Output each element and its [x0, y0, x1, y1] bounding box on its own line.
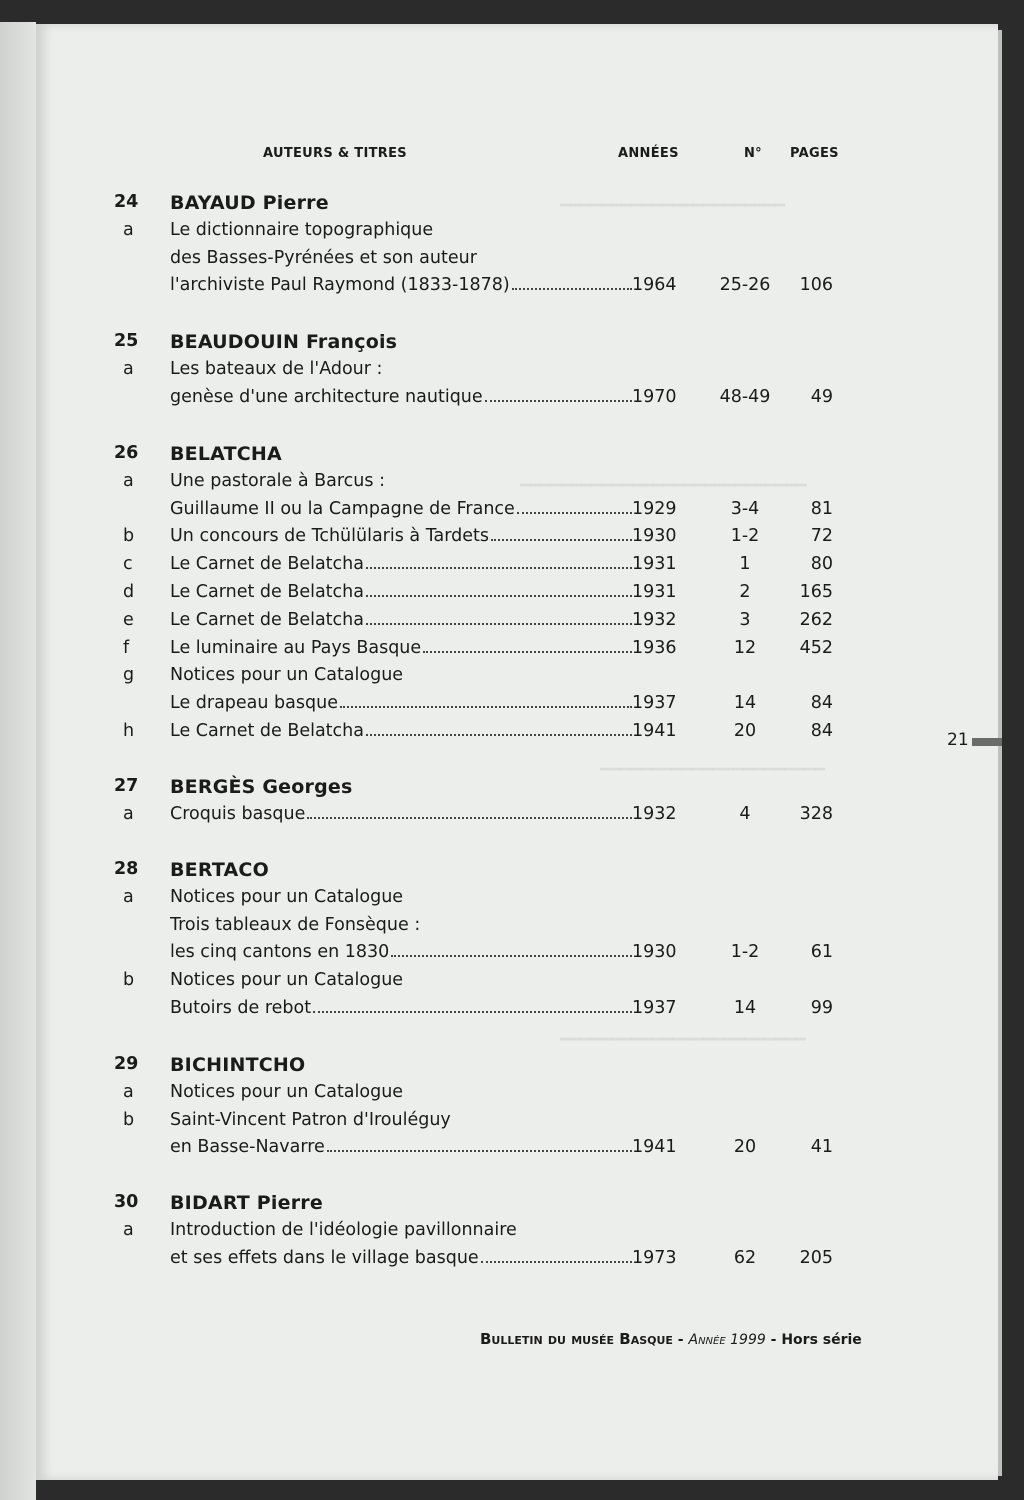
footer: Bulletin du musée Basque - Année 1999 - Hors série — [480, 1330, 862, 1348]
item-pages: 49 — [810, 386, 833, 407]
page-number: 21 — [947, 730, 969, 750]
entry-line — [0, 1248, 1024, 1276]
entry-line — [0, 970, 1024, 998]
item-pages: 84 — [810, 721, 833, 741]
item-title-text: Le Carnet de Belatcha — [170, 554, 364, 575]
item-letter: c — [123, 554, 133, 575]
item-title — [170, 471, 632, 491]
item-issue-number: 12 — [733, 637, 757, 658]
entry-line — [0, 693, 1024, 721]
entry-heading — [0, 331, 1024, 359]
item-letter: b — [123, 526, 135, 547]
item-pages: 106 — [799, 275, 833, 296]
item-title — [170, 693, 632, 713]
item-title-text: Guillaume II ou la Campagne de France — [170, 498, 515, 519]
item-pages: 72 — [810, 526, 833, 547]
leader-dots — [366, 595, 632, 597]
item-title-text: Une pastorale à Barcus : — [170, 470, 385, 491]
entry-line — [0, 610, 1024, 638]
item-title-text: les cinq cantons en 1830 — [170, 942, 390, 963]
entry-line — [0, 942, 1024, 970]
item-year: 1930 — [632, 526, 677, 547]
show-through-text: ━━━━━━━━━━━━━━━━━━━━━━━━━━━━ — [520, 476, 807, 496]
item-title — [170, 359, 632, 379]
entry-heading — [0, 192, 1024, 220]
item-title-text: Le Carnet de Belatcha — [170, 721, 364, 741]
leader-dots — [512, 288, 632, 290]
entry-heading — [0, 443, 1024, 471]
item-letter: a — [123, 886, 134, 907]
item-issue-number: 1-2 — [730, 942, 760, 963]
entry-heading — [0, 1054, 1024, 1082]
item-issue-number: 1-2 — [730, 526, 760, 547]
footer-annee: Année 1999 — [688, 1332, 766, 1348]
item-pages: 81 — [810, 498, 833, 519]
item-title — [170, 248, 632, 268]
item-title — [170, 942, 632, 962]
entry-number: 24 — [114, 192, 139, 212]
item-issue-number: 14 — [733, 693, 757, 714]
item-year: 1941 — [632, 721, 677, 741]
leader-dots — [340, 706, 632, 708]
item-year: 1930 — [632, 942, 677, 963]
item-year: 1932 — [632, 803, 677, 824]
item-title — [170, 665, 632, 685]
item-title — [170, 887, 632, 907]
item-pages: 41 — [810, 1137, 833, 1158]
entry-line — [0, 915, 1024, 943]
item-letter: a — [123, 219, 134, 240]
entry-line — [0, 471, 1024, 499]
item-pages: 84 — [810, 693, 833, 714]
item-title — [170, 610, 632, 630]
item-issue-number: 3 — [739, 609, 751, 630]
leader-dots — [517, 512, 632, 514]
entry-author: BICHINTCHO — [170, 1054, 306, 1076]
item-letter: g — [123, 665, 135, 686]
entry-line — [0, 665, 1024, 693]
item-title — [170, 275, 632, 295]
item-letter: h — [123, 721, 135, 741]
entry-line — [0, 359, 1024, 387]
entry-line — [0, 275, 1024, 303]
entry-author: BAYAUD Pierre — [170, 192, 329, 214]
item-title-text: Notices pour un Catalogue — [170, 970, 404, 991]
item-pages: 80 — [810, 554, 833, 575]
entry-line — [0, 582, 1024, 610]
item-year: 1937 — [632, 998, 677, 1018]
item-issue-number: 20 — [733, 1137, 757, 1158]
leader-dots — [313, 1011, 632, 1013]
entry-line — [0, 638, 1024, 666]
item-title-text: en Basse-Navarre — [170, 1137, 325, 1158]
item-letter: a — [123, 803, 134, 824]
entry-line — [0, 499, 1024, 527]
entry-author: BIDART Pierre — [170, 1192, 323, 1214]
item-title-text: Saint-Vincent Patron d'Irouléguy — [170, 1109, 451, 1130]
show-through-text: ━━━━━━━━━━━━━━━━━━━━━━ — [600, 760, 826, 780]
item-title — [170, 1137, 632, 1157]
leader-dots — [481, 1261, 632, 1263]
entry-line — [0, 804, 1024, 832]
item-year: 1936 — [632, 637, 677, 658]
item-year: 1941 — [632, 1137, 677, 1158]
item-issue-number: 20 — [733, 721, 757, 741]
leader-dots — [391, 955, 632, 957]
item-title-text: Notices pour un Catalogue — [170, 665, 404, 686]
entry-line — [0, 1082, 1024, 1110]
item-title-text: l'archiviste Paul Raymond (1833-1878) — [170, 275, 510, 296]
item-title — [170, 970, 632, 990]
item-title — [170, 1110, 632, 1130]
item-letter: a — [123, 470, 134, 491]
item-title-text: Le Carnet de Belatcha — [170, 609, 364, 630]
entry-line — [0, 887, 1024, 915]
item-title — [170, 499, 632, 519]
item-issue-number: 25-26 — [719, 275, 771, 296]
item-title — [170, 721, 632, 741]
entry-number: 26 — [114, 443, 139, 463]
item-title-text: Trois tableaux de Fonsèque : — [170, 914, 421, 935]
item-title — [170, 804, 632, 824]
item-title-text: Croquis basque — [170, 803, 306, 824]
item-title — [170, 554, 632, 574]
item-letter: f — [123, 637, 130, 658]
entry-number: 30 — [114, 1192, 139, 1212]
item-year: 1932 — [632, 609, 677, 630]
entry-line — [0, 248, 1024, 276]
item-letter: a — [123, 1219, 134, 1240]
entry-number: 27 — [114, 776, 139, 796]
item-title — [170, 526, 632, 546]
footer-bulletin: Bulletin du musée Basque — [480, 1330, 673, 1348]
leader-dots — [366, 623, 632, 625]
item-issue-number: 14 — [733, 998, 757, 1018]
show-through-text: ━━━━━━━━━━━━━━━━━━━━━━ — [560, 196, 786, 216]
item-letter: b — [123, 1109, 135, 1130]
item-title-text: Notices pour un Catalogue — [170, 1081, 404, 1102]
item-pages: 328 — [799, 803, 833, 824]
entry-heading — [0, 1192, 1024, 1220]
item-year: 1929 — [632, 498, 677, 519]
item-title — [170, 582, 632, 602]
header-auteurs-titres: AUTEURS & TITRES — [263, 146, 407, 161]
leader-dots — [423, 651, 632, 653]
leader-dots — [485, 400, 632, 402]
item-title — [170, 638, 632, 658]
item-title-text: Les bateaux de l'Adour : — [170, 358, 383, 379]
leader-dots — [491, 539, 632, 541]
item-title-text: Le luminaire au Pays Basque — [170, 637, 422, 658]
entry-line — [0, 721, 1024, 749]
item-title — [170, 1220, 632, 1240]
header-pages: PAGES — [790, 146, 839, 161]
entry-line — [0, 526, 1024, 554]
entry-line — [0, 1110, 1024, 1138]
item-title-text: Le dictionnaire topographique — [170, 219, 434, 240]
item-title-text: Le Carnet de Belatcha — [170, 582, 364, 602]
item-title — [170, 387, 632, 407]
item-pages: 205 — [799, 1247, 833, 1268]
item-year: 1970 — [632, 386, 677, 407]
entry-line — [0, 554, 1024, 582]
entry-line — [0, 220, 1024, 248]
leader-dots — [327, 1150, 632, 1152]
entry-line — [0, 998, 1024, 1026]
item-title-text: Introduction de l'idéologie pavillonnaire — [170, 1219, 517, 1240]
item-year: 1937 — [632, 693, 677, 714]
leader-dots — [366, 567, 632, 569]
entry-author: BERGÈS Georges — [170, 776, 353, 798]
item-title — [170, 1082, 632, 1102]
entry-line — [0, 1137, 1024, 1165]
show-through-text: ━━━━━━━━━━━━━━━━━━━━━━━━ — [560, 1030, 806, 1050]
footer-hors-serie: Hors série — [781, 1332, 862, 1348]
item-pages: 99 — [810, 998, 833, 1018]
entry-line — [0, 387, 1024, 415]
entry-number: 28 — [114, 859, 139, 879]
page-tab-marker — [972, 738, 1002, 746]
item-letter: d — [123, 582, 135, 602]
item-letter: e — [123, 609, 134, 630]
item-year: 1931 — [632, 554, 677, 575]
item-issue-number: 4 — [739, 803, 751, 824]
item-year: 1964 — [632, 275, 677, 296]
item-title-text: et ses effets dans le village basque — [170, 1247, 479, 1268]
item-title — [170, 1248, 632, 1268]
entry-number: 25 — [114, 331, 139, 351]
entry-line — [0, 1220, 1024, 1248]
item-year: 1931 — [632, 582, 677, 602]
item-issue-number: 2 — [739, 582, 751, 602]
leader-dots — [366, 734, 632, 736]
item-letter: a — [123, 1081, 134, 1102]
item-title — [170, 998, 632, 1018]
item-title-text: genèse d'une architecture nautique — [170, 386, 483, 407]
item-pages: 61 — [810, 942, 833, 963]
item-letter: b — [123, 970, 135, 991]
item-title — [170, 220, 632, 240]
entry-heading — [0, 859, 1024, 887]
entry-author: BELATCHA — [170, 443, 282, 465]
item-year: 1973 — [632, 1247, 677, 1268]
header-annees: ANNÉES — [618, 146, 679, 161]
item-title-text: Un concours de Tchülülaris à Tardets — [170, 526, 489, 547]
entry-heading — [0, 776, 1024, 804]
leader-dots — [307, 817, 632, 819]
item-pages: 262 — [799, 609, 833, 630]
header-numero: N° — [744, 146, 762, 161]
item-pages: 165 — [799, 582, 833, 602]
item-title-text: des Basses-Pyrénées et son auteur — [170, 247, 477, 268]
item-issue-number: 48-49 — [719, 386, 771, 407]
item-title — [170, 915, 632, 935]
item-issue-number: 62 — [733, 1247, 757, 1268]
item-issue-number: 3-4 — [730, 498, 760, 519]
item-letter: a — [123, 358, 134, 379]
item-title-text: Butoirs de rebot — [170, 998, 312, 1018]
item-pages: 452 — [799, 637, 833, 658]
item-title-text: Le drapeau basque — [170, 693, 338, 714]
entry-number: 29 — [114, 1054, 139, 1074]
item-title-text: Notices pour un Catalogue — [170, 886, 404, 907]
entry-author: BEAUDOUIN François — [170, 331, 398, 353]
entry-author: BERTACO — [170, 859, 269, 881]
item-issue-number: 1 — [739, 554, 751, 575]
